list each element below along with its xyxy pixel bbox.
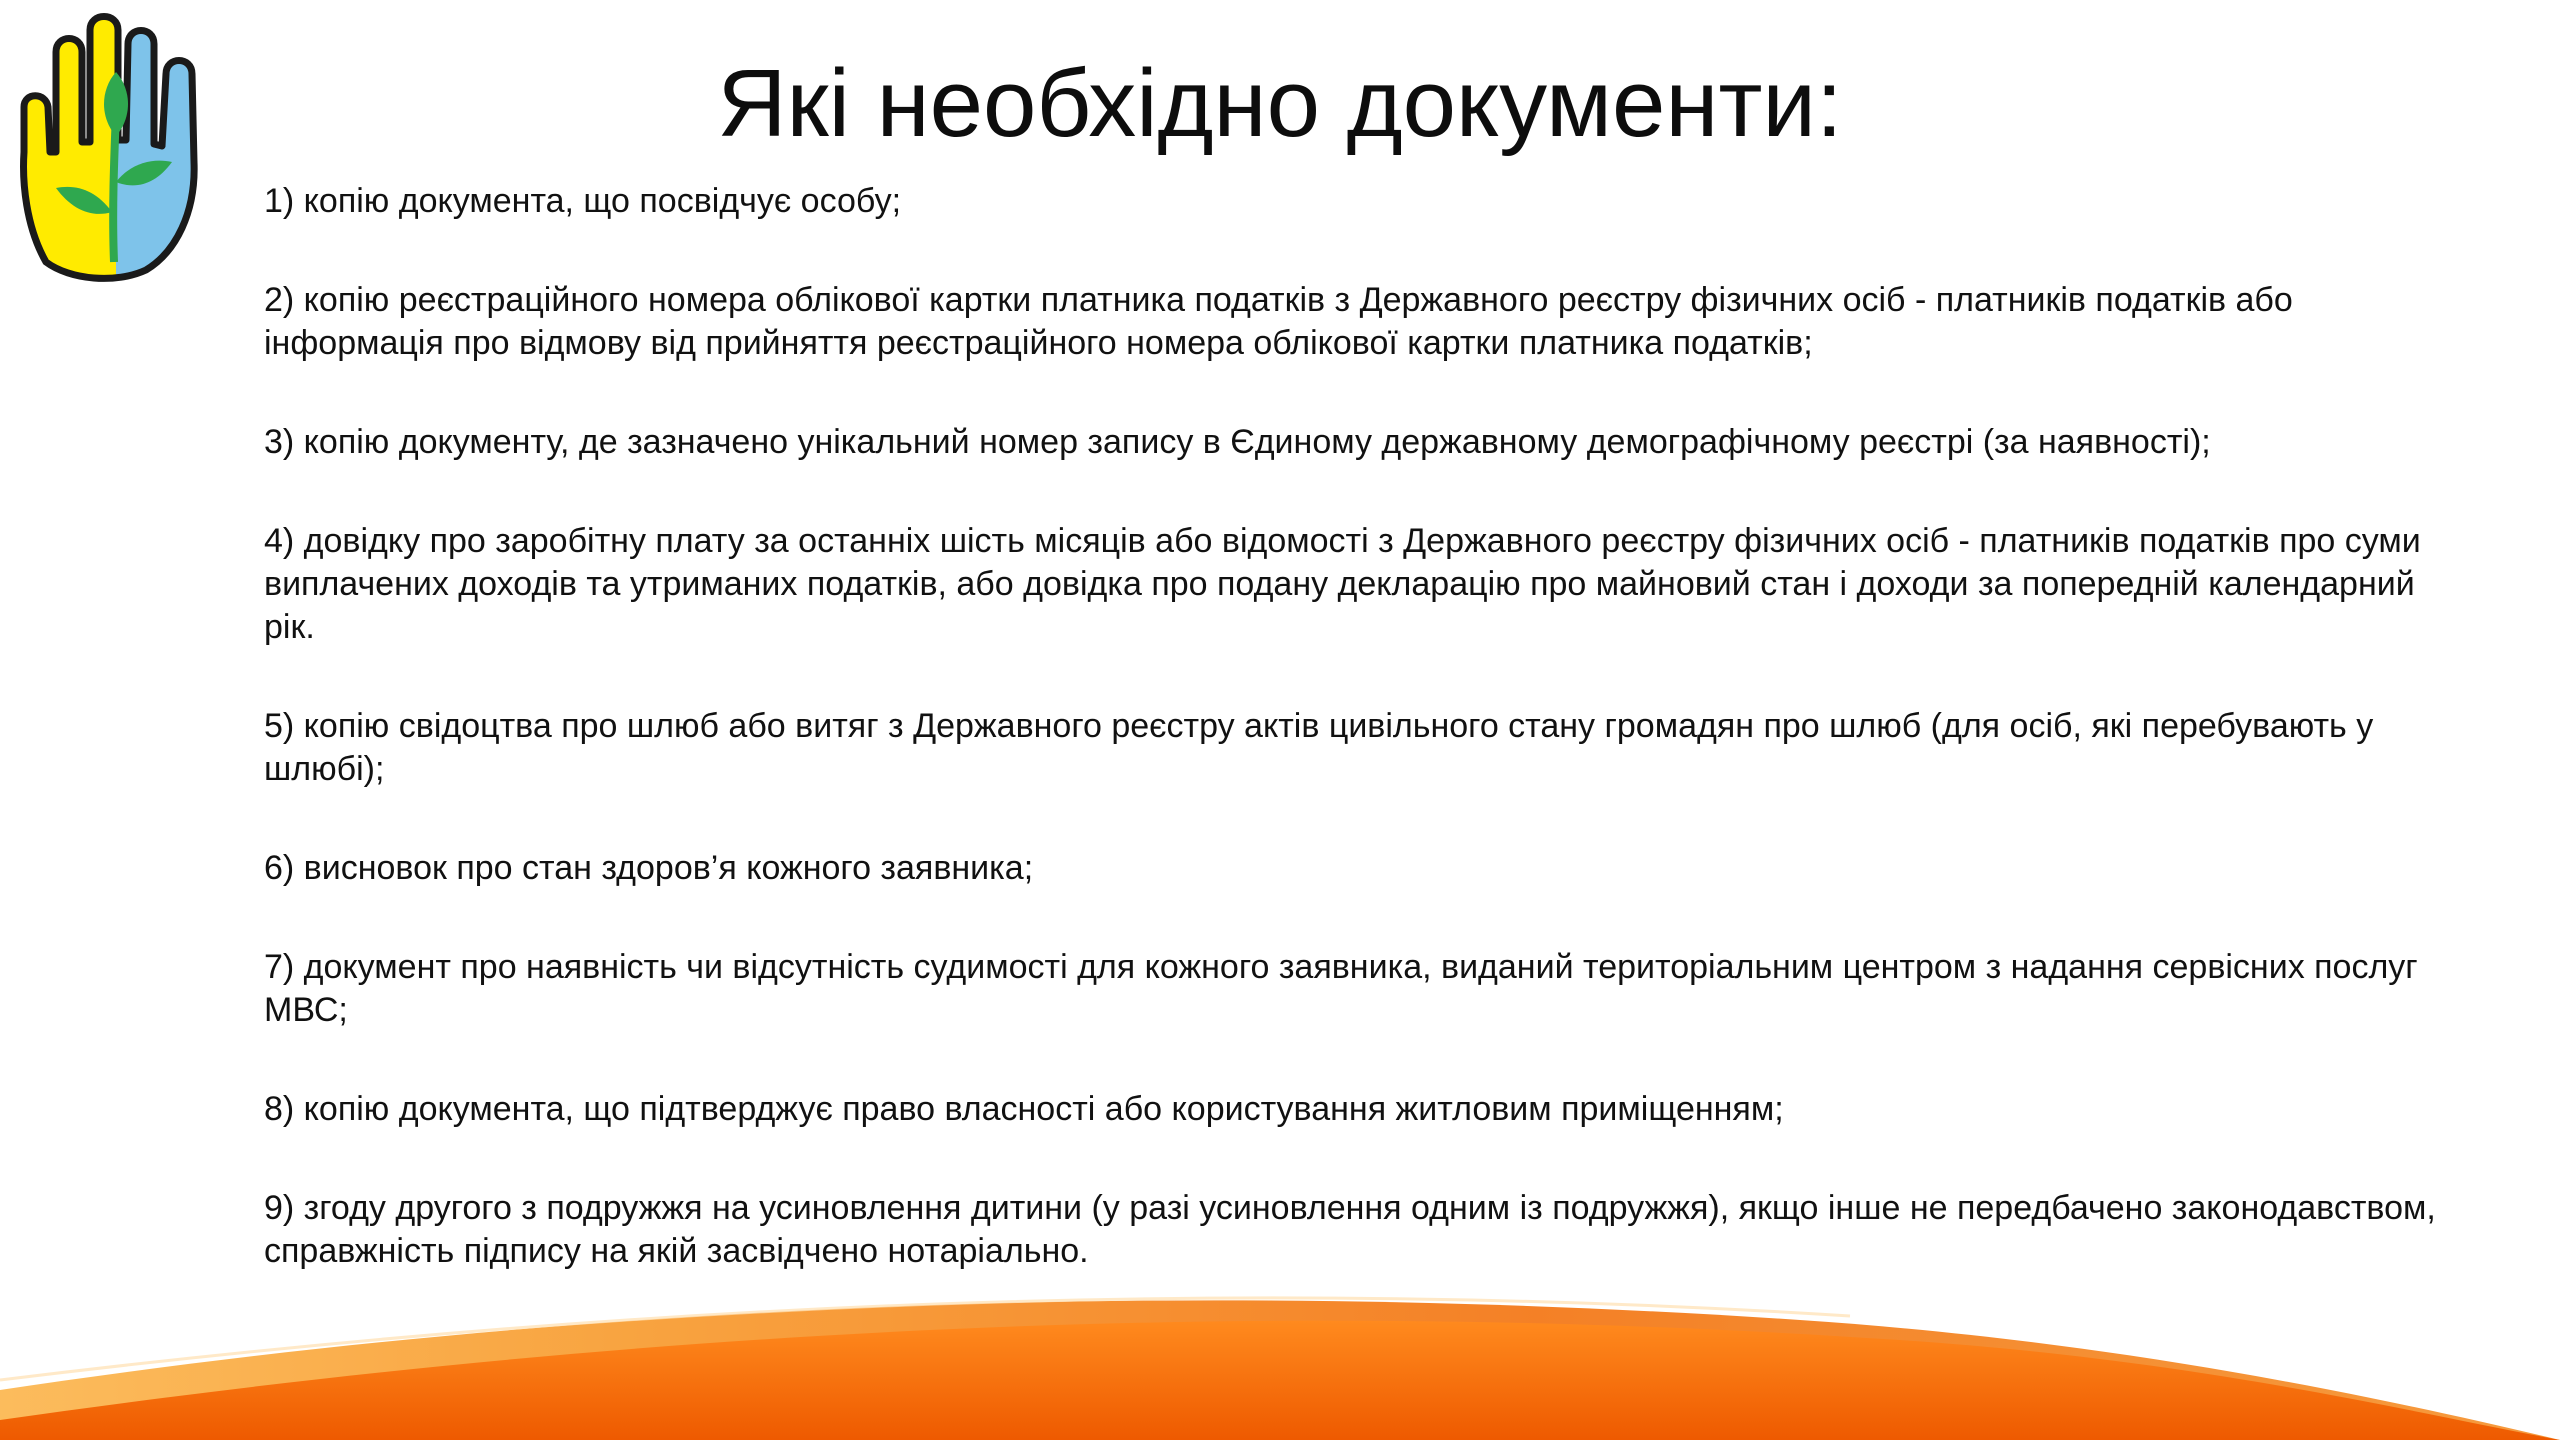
list-item: 7) документ про наявність чи відсутність судимості для кожного заявника, виданий територіальним центром з надання сервісних послуг МВС; [264,948,2418,1029]
list-item: 1) копію документа, що посвідчує особу; [264,182,902,220]
documents-list [264,180,2444,1329]
list-item: 2) копію реєстраційного номера облікової картки платника податків з Державного реєстру фізичних осіб - платників податків або інформація про відмову від прийняття реєстраційного номера облікової картки платника податків; [264,281,2293,362]
list-item: 4) довідку про заробітну плату за останніх шість місяців або відомості з Державного реєстру фізичних осіб - платників податків про суми виплачених доходів та утриманих податків, або довідка про подану декларацію про майновий стан і доходи за попередній календарний рік. [264,522,2421,646]
page-title: Які необхідно документи: [717,50,1843,157]
orange-wave-decoration [0,1260,2560,1440]
list-item: 3) копію документу, де зазначено унікальний номер запису в Єдиному державному демографічному реєстрі (за наявності); [264,423,2211,461]
list-item: 8) копію документа, що підтверджує право власності або користування житловим приміщенням; [264,1090,1784,1128]
list-item: 9) згоду другого з подружжя на усиновлення дитини (у разі усиновлення одним із подружжя), якщо інше не передбачено законодавством, справжність підпису на якій засвідчено нотаріально. [264,1189,2436,1270]
list-item: 5) копію свідоцтва про шлюб або витяг з Державного реєстру актів цивільного стану громадян про шлюб (для осіб, які перебувають у шлюбі); [264,707,2374,788]
list-item: 6) висновок про стан здоров’я кожного заявника; [264,849,1034,887]
